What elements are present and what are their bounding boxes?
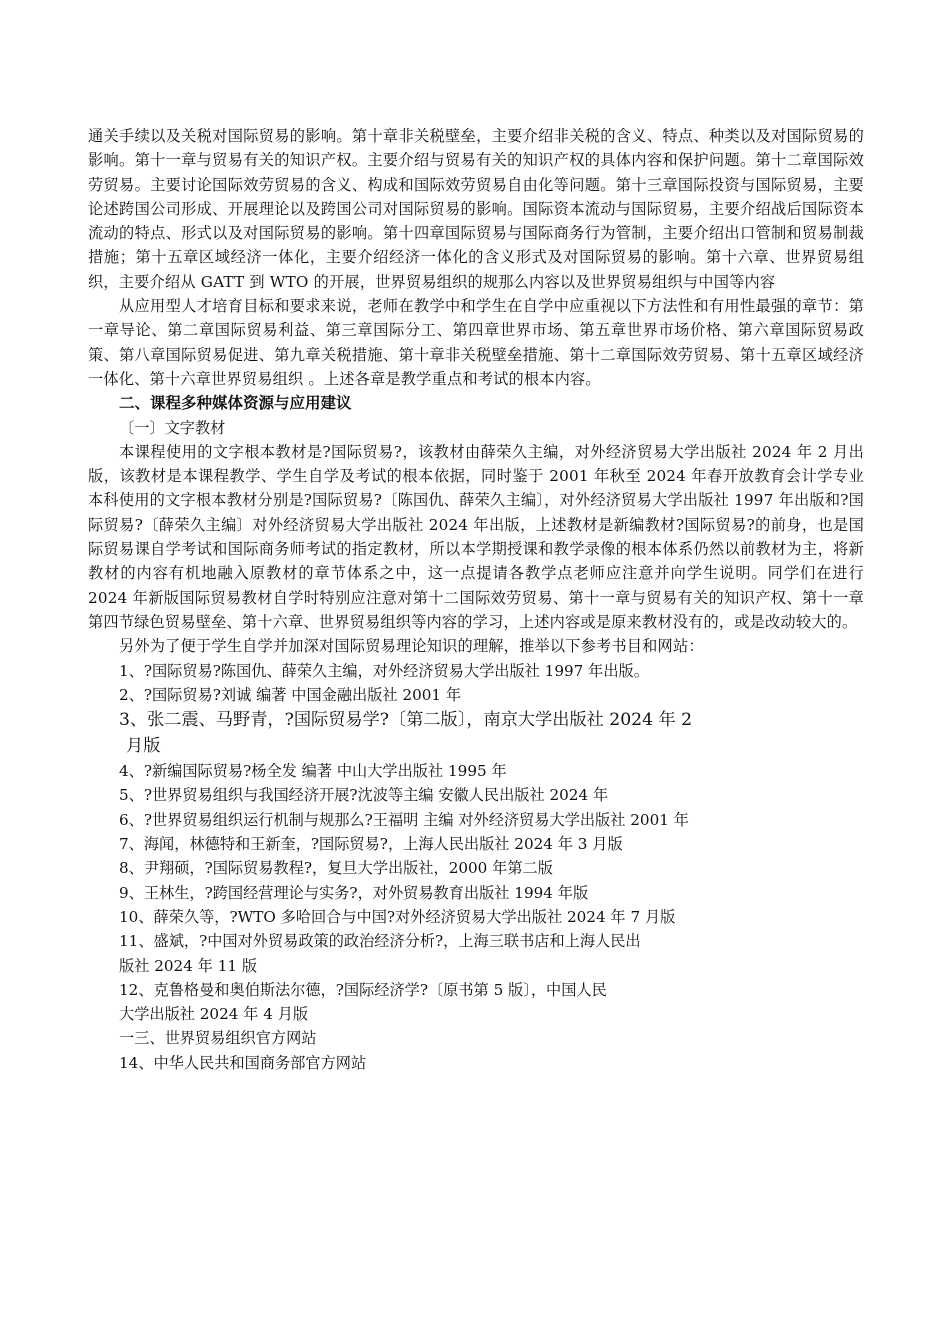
reference-item: 9、王林生，?跨国经营理论与实务?，对外贸易教育出版社 1994 年版 [119, 883, 589, 902]
reference-item: 4、?新编国际贸易?杨全发 编著 中山大学出版社 1995 年 [119, 762, 507, 781]
paragraph-chapter-summary: 通关手续以及关税对国际贸易的影响。第十章非关税壁垒，主要介绍非关税的含义、特点、种类以及对国际贸易的影响。第十一章与贸易有关的知识产权。主要介绍与贸易有关的知识产权的具体内容和保护问题。第十二章国际效劳贸易。主要讨论国际效劳贸易的含义、构成和国际效劳贸易自由化等问题。第十三章国际投资与国际贸易，主要论述跨国公司形成、开展理论以及跨国公司对国际贸易的影响。国际资本流动与国际贸易，主要介绍战后国际资本流动的特点、形式以及对国际贸易的影响。第十四章国际贸易与国际商务行为管制，主要介绍出口管制和贸易制裁措施；第十五章区域经济一体化，主要介绍经济一体化的含义形式及对国际贸易的影响。第十六章、世界贸易组织，主要介绍从 GATT 到 WTO 的开展，世界贸易组织的规那么内容以及世界贸易组织与中国等内容 [88, 127, 864, 291]
paragraph-key-chapters: 从应用型人才培育目标和要求来说，老师在教学中和学生在自学中应重视以下方法性和有用性最强的章节：第一章导论、第二章国际贸易利益、第三章国际分工、第四章世界市场、第五章世界市场价格、第六章国际贸易政策、第八章国际贸易促进、第九章关税措施、第十章非关税壁垒措施、第十二章国际效劳贸易、第十五章区域经济一体化、第十六章世界贸易组织 。上述各章是教学重点和考试的根本内容。 [88, 297, 864, 388]
reference-item: 14、中华人民共和国商务部官方网站 [119, 1053, 367, 1072]
reference-item-continuation: 大学出版社 2024 年 4 月版 [119, 1005, 309, 1024]
reference-item: 12、克鲁格曼和奥伯斯法尔德，?国际经济学?〔原书第 5 版〕，中国人民 [119, 980, 607, 999]
reference-item: 10、薛荣久等，?WTO 多哈回合与中国?对外经济贸易大学出版社 2024 年 7 月版 [119, 907, 676, 926]
reference-item: 1、?国际贸易?陈国仇、薛荣久主编，对外经济贸易大学出版社 1997 年出版。 [119, 661, 649, 680]
reference-item: 2、?国际贸易?刘诚 编著 中国金融出版社 2001 年 [119, 685, 462, 704]
reference-item-continuation: 月版 [126, 736, 161, 757]
document-page [88, 124, 864, 1075]
reference-item: 8、尹翔硕，?国际贸易教程?，复旦大学出版社，2000 年第二版 [119, 859, 553, 878]
section-heading: 二、课程多种媒体资源与应用建议 [119, 393, 352, 413]
reference-item: 5、?世界贸易组织与我国经济开展?沈波等主编 安徽人民出版社 2024 年 [119, 786, 609, 805]
reference-item: 7、海闻，林德特和王新奎，?国际贸易?，上海人民出版社 2024 年 3 月版 [119, 835, 623, 854]
paragraph-textbook: 本课程使用的文字根本教材是?国际贸易?，该教材由薛荣久主编，对外经济贸易大学出版社 2024 年 2 月出版，该教材是本课程教学、学生自学及考试的根本依据，同时鉴于 2001 年秋至 2024 年春开放教育会计学专业本科使用的文字根本教材分别是?国际贸易?〔陈国仇、薛荣久主编〕，对外经济贸易大学出版社 1997 年出版和?国际贸易?〔薛荣久主编〕对外经济贸易大学出版社 2024 年出版，上述教材是新编教材?国际贸易?的前身，也是国际贸易课自学考试和国际商务师考试的指定教材，所以本学期授课和教学录像的根本体系仍然以前教材为主，将新教材的内容有机地融入原教材的章节体系之中，这一点提请各教学点老师应注意并向学生说明。同学们在进行 2024 年新版国际贸易教材自学时特别应注意对第十二国际效劳贸易、第十一章与贸易有关的知识产权、第十一章第四节绿色贸易壁垒、第十六章、世界贸易组织等内容的学习，上述内容或是原来教材没有的，或是改动较大的。 [88, 442, 864, 631]
reference-item: 一三、世界贸易组织官方网站 [119, 1029, 317, 1048]
reference-item-continuation: 版社 2024 年 11 版 [119, 956, 258, 975]
paragraph-references-intro: 另外为了便于学生自学并加深对国际贸易理论知识的理解，推举以下参考书目和网站： [119, 637, 704, 656]
reference-item: 6、?世界贸易组织运行机制与规那么?王福明 主编 对外经济贸易大学出版社 2001 年 [119, 810, 689, 829]
subsection-heading: 〔一〕文字教材 [119, 418, 226, 437]
reference-item: 11、盛斌，?中国对外贸易政策的政治经济分析?，上海三联书店和上海人民出 [119, 932, 641, 951]
reference-item: 3、张二震、马野青，?国际贸易学?〔第二版〕，南京大学出版社 2024 年 2 [119, 710, 693, 731]
